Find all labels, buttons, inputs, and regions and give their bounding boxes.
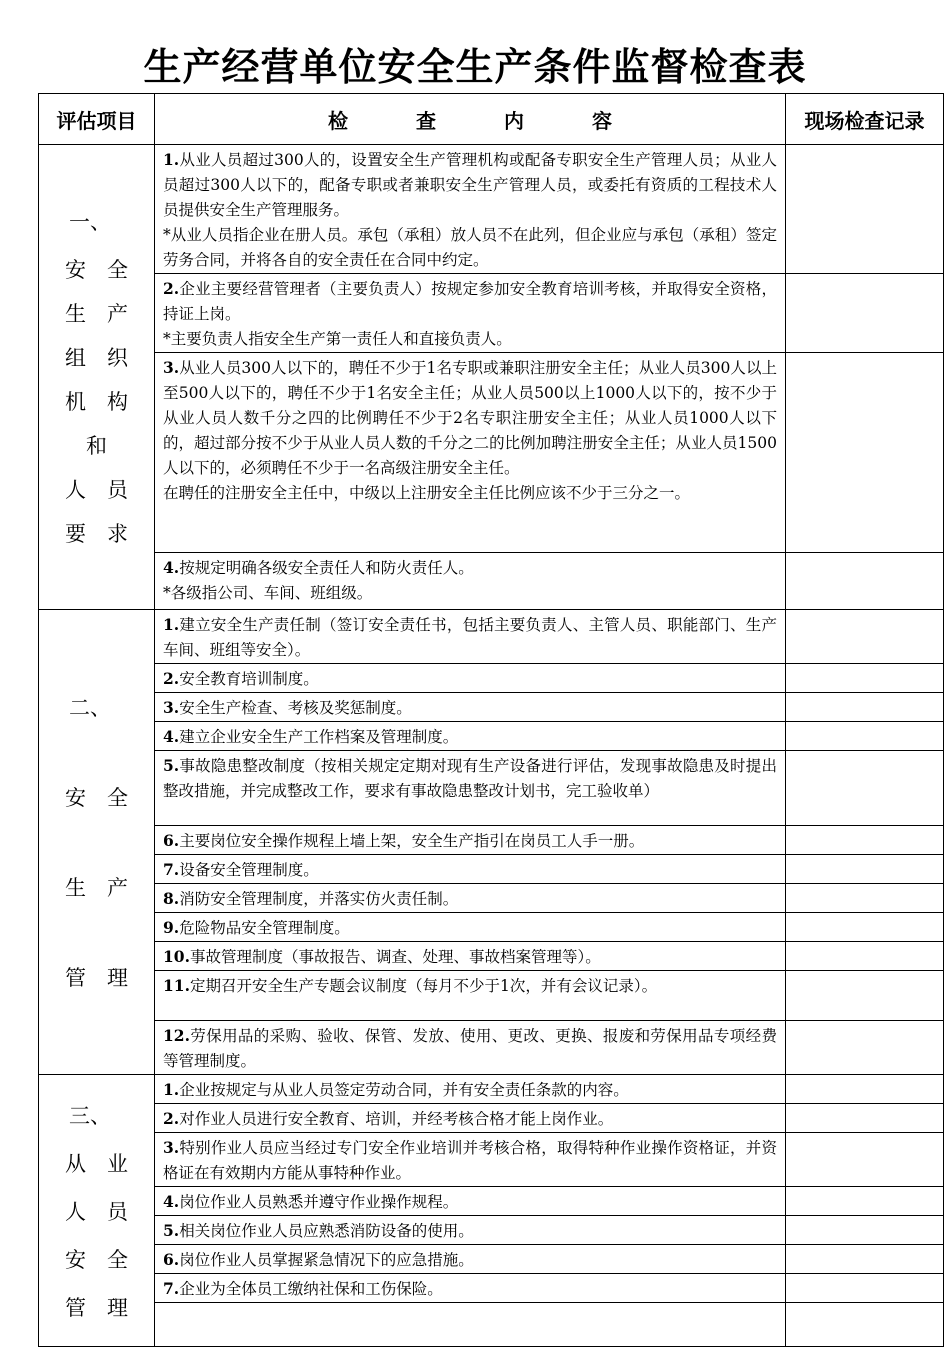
item-note: 在聘任的注册安全主任中，中级以上注册安全主任比例应该不少于三分之一。: [163, 484, 691, 502]
item-number: 1.: [163, 150, 180, 169]
item-text: 对作业人员进行安全教育、培训，并经考核合格才能上岗作业。: [179, 1110, 614, 1128]
table-row: [39, 855, 944, 884]
section-label-line: 人 员: [65, 478, 128, 502]
section-label: [39, 145, 155, 610]
record-cell[interactable]: [786, 971, 944, 1021]
check-item: [155, 1021, 786, 1075]
header-char: 内: [504, 108, 524, 133]
section-label-line: 管 理: [65, 966, 128, 990]
record-cell[interactable]: [786, 1075, 944, 1104]
check-item: [155, 722, 786, 751]
record-cell[interactable]: [786, 751, 944, 826]
record-cell[interactable]: [786, 553, 944, 610]
item-number: 7.: [163, 860, 180, 879]
header-inspection-content: [155, 94, 786, 145]
item-number: 2.: [163, 1109, 180, 1128]
check-item: [155, 942, 786, 971]
section-label: [39, 610, 155, 1075]
record-cell[interactable]: [786, 1104, 944, 1133]
check-item: [155, 274, 786, 353]
item-number: 5.: [163, 1221, 180, 1240]
section-label-line: 生 产: [65, 302, 128, 326]
item-text: 相关岗位作业人员应熟悉消防设备的使用。: [179, 1222, 474, 1240]
item-text: 事故管理制度（事故报告、调查、处理、事故档案管理等）。: [189, 948, 601, 966]
item-number: 2.: [163, 279, 180, 298]
section-label-line: 从 业: [65, 1151, 128, 1176]
check-item: [155, 971, 786, 1021]
table-row: [39, 722, 944, 751]
record-cell[interactable]: [786, 610, 944, 664]
check-item: [155, 1245, 786, 1274]
record-cell[interactable]: [786, 353, 944, 553]
record-cell[interactable]: [786, 1303, 944, 1347]
table-row: [39, 553, 944, 610]
item-number: 7.: [163, 1279, 180, 1298]
item-text: 安全生产检查、考核及奖惩制度。: [179, 699, 412, 717]
section-label-line: 人 员: [65, 1199, 128, 1224]
section-heading: 二、: [69, 696, 111, 720]
item-number: 3.: [163, 1138, 180, 1157]
check-item: [155, 610, 786, 664]
item-text: 设备安全管理制度。: [179, 861, 319, 879]
header-char: 检: [328, 108, 348, 133]
check-item: [155, 1274, 786, 1303]
header-assessment-item: 评估项目: [39, 94, 155, 145]
item-text: 建立安全生产责任制（签订安全责任书，包括主要负责人、主管人员、职能部门、生产车间、班组等安全）。: [163, 616, 777, 659]
record-cell[interactable]: [786, 693, 944, 722]
record-cell[interactable]: [786, 1245, 944, 1274]
item-number: 4.: [163, 1192, 180, 1211]
check-item: [155, 553, 786, 610]
table-row: [39, 1021, 944, 1075]
check-item: [155, 693, 786, 722]
item-note: *从业人员指企业在册人员。承包（承租）放人员不在此列，但企业应与承包（承租）签定劳务合同，并将各自的安全责任在合同中约定。: [163, 226, 777, 269]
section-label-line: 安 全: [65, 258, 128, 282]
check-item: [155, 855, 786, 884]
section-label-line: 管 理: [65, 1295, 128, 1320]
check-item: [155, 751, 786, 826]
check-item: [155, 1187, 786, 1216]
item-text: 安全教育培训制度。: [179, 670, 319, 688]
section-label: [39, 1075, 155, 1347]
record-cell[interactable]: [786, 1021, 944, 1075]
item-text: 企业按规定与从业人员签定劳动合同，并有安全责任条款的内容。: [179, 1081, 629, 1099]
record-cell[interactable]: [786, 722, 944, 751]
header-char: 容: [592, 108, 612, 133]
check-item: [155, 145, 786, 274]
section-label-line: 生 产: [65, 876, 128, 900]
check-item: [155, 1104, 786, 1133]
section-label-line: 组 织: [65, 346, 128, 370]
check-item: [155, 1075, 786, 1104]
item-number: 6.: [163, 831, 180, 850]
table-row: [39, 751, 944, 826]
item-number: 10.: [163, 947, 190, 966]
item-number: 4.: [163, 558, 180, 577]
record-cell[interactable]: [786, 1187, 944, 1216]
item-number: 11.: [163, 976, 190, 995]
item-text: 岗位作业人员掌握紧急情况下的应急措施。: [179, 1251, 474, 1269]
item-text: 消防安全管理制度，并落实仿火责任制。: [179, 890, 459, 908]
table-row: [39, 971, 944, 1021]
record-cell[interactable]: [786, 274, 944, 353]
section-heading: 一、: [69, 210, 111, 234]
item-text: 危险物品安全管理制度。: [179, 919, 350, 937]
record-cell[interactable]: [786, 855, 944, 884]
table-row: [39, 1303, 944, 1347]
table-row: [39, 145, 944, 274]
check-item: [155, 1216, 786, 1245]
section-label-line: 机 构: [65, 390, 128, 414]
section-label-line: 要 求: [65, 522, 128, 546]
check-item: [155, 664, 786, 693]
table-row: [39, 1216, 944, 1245]
table-row: [39, 913, 944, 942]
item-text: 劳保用品的采购、验收、保管、发放、使用、更改、更换、报废和劳保用品专项经费等管理制度。: [163, 1027, 777, 1070]
header-site-record: 现场检查记录: [786, 94, 944, 145]
item-number: 2.: [163, 669, 180, 688]
item-text: 企业为全体员工缴纳社保和工伤保险。: [179, 1280, 443, 1298]
item-note: *各级指公司、车间、班组级。: [163, 584, 373, 602]
item-text: 从业人员300人以下的，聘任不少于1名专职或兼职注册安全主任；从业人员300人以上至500人以下的，聘任不少于1名安全主任；从业人员500以上1000人以下的，按不少于从业人员人数千分之四的比例聘任不少于2名专职注册安全主任；从业人员1000人以下的，超过部分按不少于从业人员人数的千分之二的比例加聘注册安全主任；从业人员1500人以下的，必须聘任不少于一名高级注册安全主任。: [163, 359, 777, 477]
table-row: [39, 1187, 944, 1216]
record-cell[interactable]: [786, 913, 944, 942]
page-title: 生产经营单位安全生产条件监督检查表: [143, 45, 807, 89]
table-row: [39, 610, 944, 664]
item-number: 1.: [163, 615, 180, 634]
table-row: [39, 1245, 944, 1274]
item-number: 9.: [163, 918, 180, 937]
record-cell[interactable]: [786, 1274, 944, 1303]
check-item: [155, 1133, 786, 1187]
item-number: 3.: [163, 358, 180, 377]
table-header-row: [39, 94, 944, 145]
item-number: 6.: [163, 1250, 180, 1269]
item-note: *主要负责人指安全生产第一责任人和直接负责人。: [163, 330, 512, 348]
item-text: 定期召开安全生产专题会议制度（每月不少于1次，并有会议记录）。: [189, 977, 658, 995]
header-char: 查: [416, 108, 436, 133]
check-item: [155, 884, 786, 913]
section-label-line: 安 全: [65, 786, 128, 810]
item-text: 企业主要经营管理者（主要负责人）按规定参加安全教育培训考核，并取得安全资格，持证上岗。: [163, 280, 777, 323]
record-cell[interactable]: [786, 1216, 944, 1245]
table-row: [39, 1133, 944, 1187]
item-number: 8.: [163, 889, 180, 908]
item-text: 建立企业安全生产工作档案及管理制度。: [179, 728, 459, 746]
item-number: 5.: [163, 756, 180, 775]
section-label-line: 和: [86, 434, 107, 458]
table-row: [39, 1104, 944, 1133]
table-row: [39, 353, 944, 553]
table-row: [39, 1075, 944, 1104]
item-text: 事故隐患整改制度（按相关规定定期对现有生产设备进行评估，发现事故隐患及时提出整改措施，并完成整改工作，要求有事故隐患整改计划书，完工验收单）: [163, 757, 777, 800]
check-item: [155, 826, 786, 855]
table-row: [39, 942, 944, 971]
item-number: 1.: [163, 1080, 180, 1099]
item-text: 按规定明确各级安全责任人和防火责任人。: [179, 559, 474, 577]
table-row: [39, 1274, 944, 1303]
section-label-line: 安 全: [65, 1247, 128, 1272]
item-text: 岗位作业人员熟悉并遵守作业操作规程。: [179, 1193, 459, 1211]
table-row: [39, 274, 944, 353]
item-text: 从业人员超过300人的，设置安全生产管理机构或配备专职安全生产管理人员；从业人员超过300人以下的，配备专职或者兼职安全生产管理人员，或委托有资质的工程技术人员提供安全生产管理服务。: [163, 151, 777, 219]
check-item: [155, 913, 786, 942]
inspection-table: [38, 93, 944, 1347]
record-cell[interactable]: [786, 884, 944, 913]
record-cell[interactable]: [786, 826, 944, 855]
record-cell[interactable]: [786, 664, 944, 693]
item-text: 主要岗位安全操作规程上墙上架，安全生产指引在岗员工人手一册。: [179, 832, 645, 850]
table-row: [39, 664, 944, 693]
record-cell[interactable]: [786, 942, 944, 971]
item-number: 12.: [163, 1026, 190, 1045]
record-cell[interactable]: [786, 145, 944, 274]
item-number: 3.: [163, 698, 180, 717]
item-number: 4.: [163, 727, 180, 746]
table-row: [39, 884, 944, 913]
check-item: [155, 353, 786, 553]
table-row: [39, 693, 944, 722]
item-text: 特别作业人员应当经过专门安全作业培训并考核合格，取得特种作业操作资格证，并资格证在有效期内方能从事特种作业。: [163, 1139, 777, 1182]
check-item: [155, 1303, 786, 1347]
table-row: [39, 826, 944, 855]
section-heading: 三、: [69, 1103, 111, 1128]
record-cell[interactable]: [786, 1133, 944, 1187]
